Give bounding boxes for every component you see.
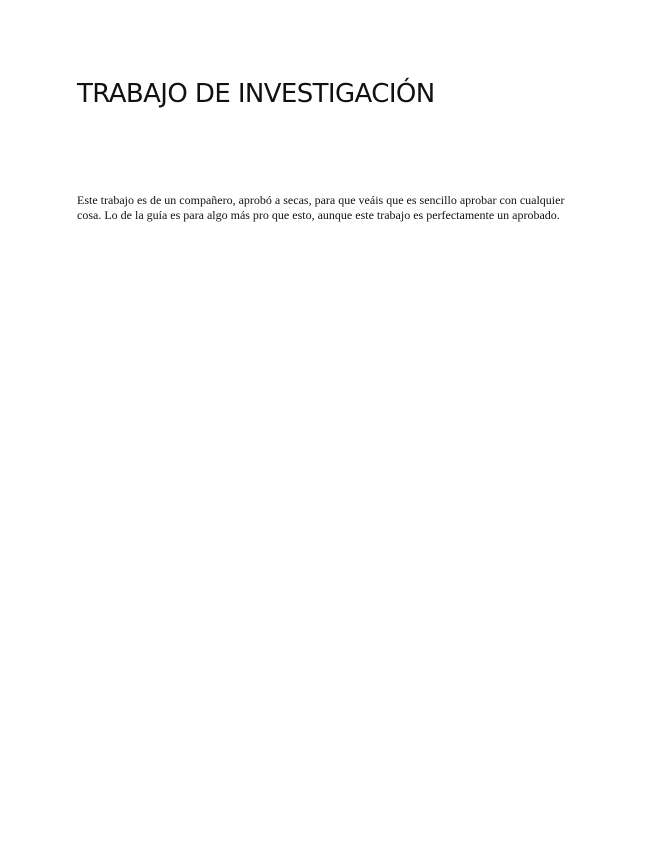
- document-title: TRABAJO DE INVESTIGACIÓN: [77, 79, 435, 109]
- document-paragraph: Este trabajo es de un compañero, aprobó a secas, para que veáis que es sencillo aprobar con cualquier cosa. Lo de la guía es para algo más pro que esto, aunque este trabajo es perfectamente un aprobado.: [77, 193, 565, 222]
